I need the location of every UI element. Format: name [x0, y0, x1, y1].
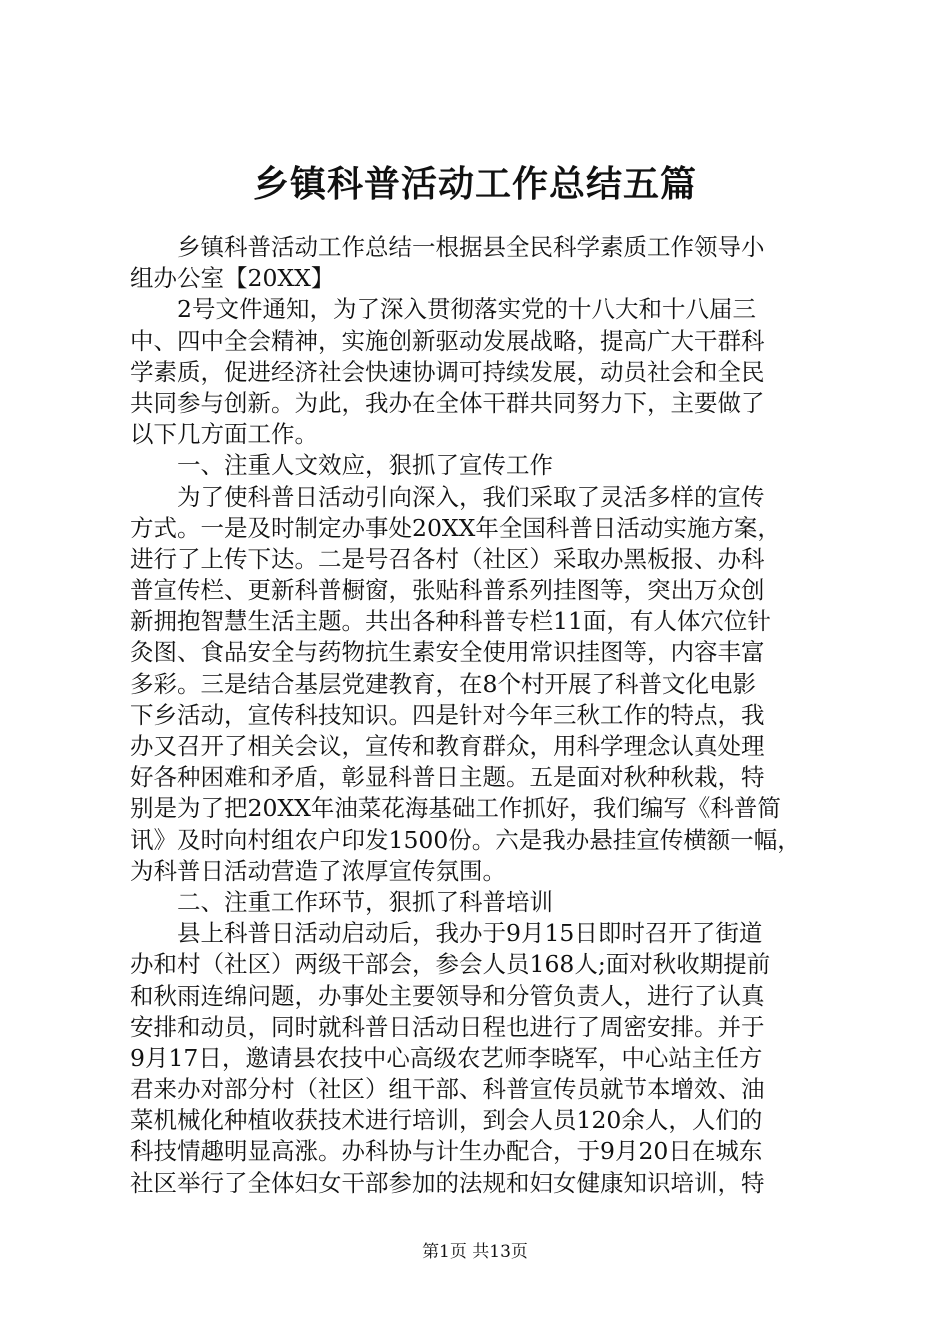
body-line: 以下几方面工作。	[130, 420, 318, 449]
body-line: 方式。一是及时制定办事处20XX年全国科普日活动实施方案，	[130, 513, 781, 542]
body-line: 讯》及时向村组农户印发1500份。六是我办悬挂宣传横额一幅，	[130, 825, 801, 854]
body-line: 安排和动员，同时就科普日活动日程也进行了周密安排。并于	[130, 1012, 765, 1041]
body-line: 普宣传栏、更新科普橱窗，张贴科普系列挂图等，突出万众创	[130, 576, 765, 605]
body-line: 别是为了把20XX年油菜花海基础工作抓好，我们编写《科普简	[130, 794, 781, 823]
body-line: 君来办对部分村（社区）组干部、科普宣传员就节本增效、油	[130, 1075, 765, 1104]
body-line: 为了使科普日活动引向深入，我们采取了灵活多样的宣传	[130, 482, 765, 511]
body-line: 灸图、食品安全与药物抗生素安全使用常识挂图等，内容丰富	[130, 638, 765, 667]
body-line: 2号文件通知，为了深入贯彻落实党的十八大和十八届三	[130, 295, 756, 324]
page-footer: 第1页 共13页	[422, 1242, 528, 1262]
body-line: 办和村（社区）两级干部会，参会人员168人;面对秋收期提前	[130, 950, 771, 979]
body-line: 菜机械化种植收获技术进行培训，到会人员120余人，人们的	[130, 1106, 763, 1135]
body-line: 进行了上传下达。二是号召各村（社区）采取办黑板报、办科	[130, 544, 765, 573]
body-line: 社区举行了全体妇女干部参加的法规和妇女健康知识培训，特	[130, 1168, 765, 1197]
body-line: 县上科普日活动启动后，我办于9月15日即时召开了街道	[130, 919, 763, 948]
document-body	[130, 232, 840, 1199]
body-line: 下乡活动，宣传科技知识。四是针对今年三秋工作的特点，我	[130, 700, 765, 729]
body-line: 和秋雨连绵问题，办事处主要领导和分管负责人，进行了认真	[130, 981, 765, 1010]
body-line: 科技情趣明显高涨。办科协与计生办配合，于9月20日在城东	[130, 1137, 763, 1166]
body-line: 好各种困难和矛盾，彰显科普日主题。五是面对秋种秋栽，特	[130, 763, 765, 792]
section-heading: 二、注重工作环节，狠抓了科普培训	[130, 887, 553, 916]
section-heading: 一、注重人文效应，狠抓了宣传工作	[130, 451, 553, 480]
body-line: 中、四中全会精神，实施创新驱动发展战略，提高广大干群科	[130, 326, 765, 355]
body-line: 办又召开了相关会议，宣传和教育群众，用科学理念认真处理	[130, 732, 765, 760]
body-line: 9月17日，邀请县农技中心高级农艺师李晓军，中心站主任方	[130, 1043, 763, 1072]
body-line: 为科普日活动营造了浓厚宣传氛围。	[130, 856, 506, 885]
body-line: 组办公室【20XX】	[130, 264, 335, 293]
body-line: 乡镇科普活动工作总结一根据县全民科学素质工作领导小	[130, 233, 765, 261]
document-title: 乡镇科普活动工作总结五篇	[252, 163, 697, 205]
body-line: 学素质，促进经济社会快速协调可持续发展，动员社会和全民	[130, 357, 765, 386]
body-line: 多彩。三是结合基层党建教育，在8个村开展了科普文化电影	[130, 669, 756, 698]
body-line: 共同参与创新。为此，我办在全体干群共同努力下，主要做了	[130, 388, 765, 417]
body-line: 新拥抱智慧生活主题。共出各种科普专栏11面，有人体穴位针	[130, 607, 771, 636]
